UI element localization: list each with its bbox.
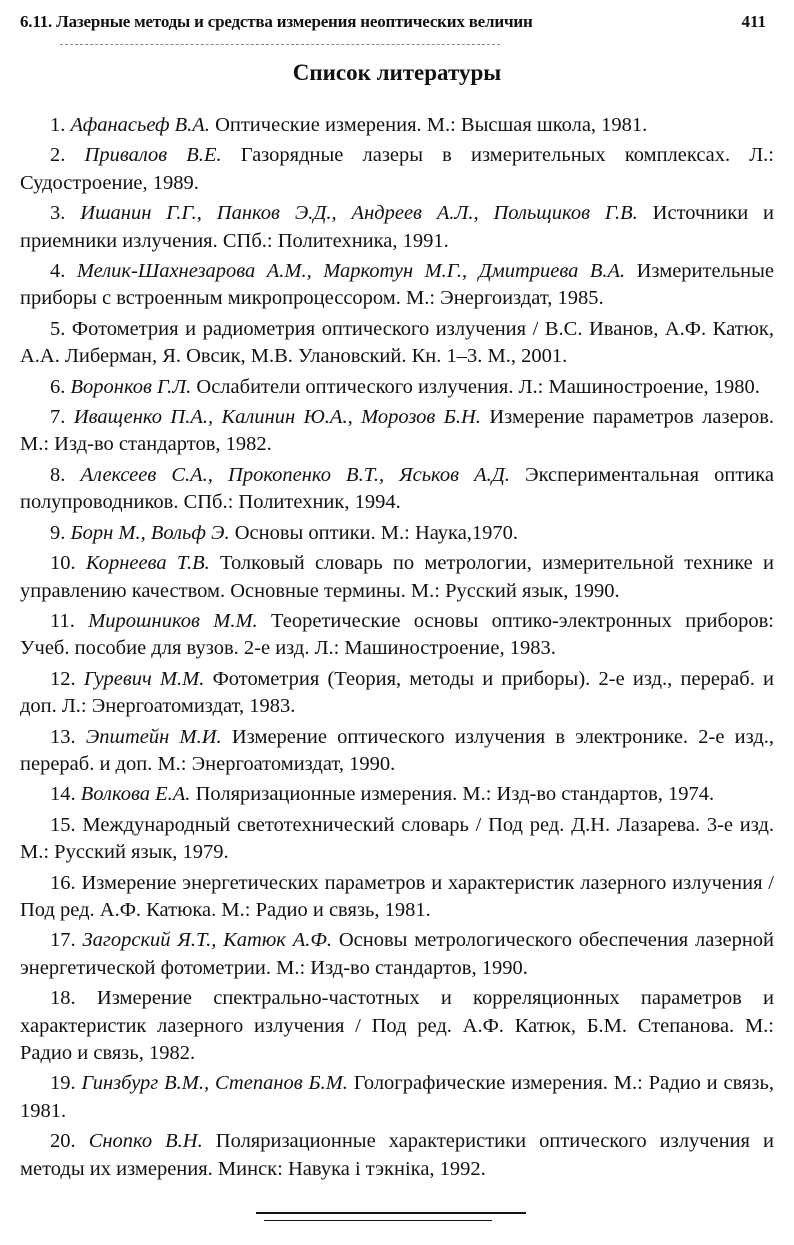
reference-item — [20, 724, 774, 779]
reference-number: 11. — [50, 609, 75, 632]
reference-item — [20, 142, 774, 197]
header-rule — [60, 44, 500, 45]
reference-number: 8. — [50, 463, 66, 486]
reference-item — [20, 870, 774, 925]
reference-number: 5. — [50, 317, 66, 340]
reference-text: Измерение оптического излучения в электронике. 2-е изд., перераб. и доп. М.: Энергоатомиздат, 1990. — [20, 725, 775, 775]
footer-rule-bottom — [264, 1220, 492, 1221]
reference-number: 15. — [50, 813, 76, 836]
reference-number: 17. — [50, 929, 76, 952]
section-heading: Список литературы — [292, 60, 502, 85]
reference-text: Измерение параметров лазеров. М.: Изд-во стандартов, 1982. — [20, 406, 775, 456]
reference-text: Газорядные лазеры в измерительных комплексах. Л.: Судостроение, 1989. — [20, 144, 774, 194]
reference-item — [20, 608, 774, 663]
reference-authors: Мелик-Шахнезарова А.М., Маркотун М.Г., Дмитриева В.А. — [76, 260, 626, 283]
reference-text: Поляризационные характеристики оптического излучения и методы их измерения. Минск: Навука і тэкніка, 1992. — [20, 1130, 775, 1180]
reference-authors: Мирошников М.М. — [88, 609, 258, 632]
reference-number: 20. — [50, 1130, 76, 1153]
reference-number: 19. — [50, 1072, 76, 1095]
reference-text: Экспериментальная оптика полупроводников. СПб.: Политехник, 1994. — [20, 463, 775, 514]
reference-item — [20, 985, 774, 1067]
footer-rule-top — [256, 1212, 526, 1214]
reference-text: Фотометрия (Теория, методы и приборы). 2-е изд., перераб. и доп. Л.: Энергоатомиздат, 1983. — [20, 667, 775, 718]
reference-number: 9. — [50, 521, 66, 544]
reference-item — [20, 316, 774, 371]
reference-authors: Воронков Г.Л. — [70, 375, 192, 398]
reference-item — [20, 258, 774, 313]
reference-text: Источники и приемники излучения. СПб.: Политехника, 1991. — [20, 202, 775, 252]
reference-authors: Афанасьеф В.А. — [70, 114, 210, 136]
reference-number: 2. — [50, 144, 66, 167]
reference-number: 18. — [50, 987, 76, 1010]
reference-number: 16. — [50, 871, 76, 894]
reference-item — [20, 462, 774, 517]
reference-text: Измерение спектрально-частотных и корреляционных параметров и характеристик лазерного излучения / Под ред. А.Ф. Катюк, Б.М. Степанова. М.: Радио и связь, 1982. — [20, 987, 775, 1064]
reference-item — [20, 200, 774, 255]
reference-item — [20, 1128, 774, 1183]
reference-text: Теоретические основы оптико-электронных приборов: Учеб. пособие для вузов. 2-е изд. Л.: Машиностроение, 1983. — [20, 609, 774, 660]
reference-number: 6. — [50, 375, 66, 398]
reference-number: 12. — [50, 667, 76, 690]
reference-authors: Алексеев С.А., Прокопенко В.Т., Яськов А.Д. — [80, 463, 510, 486]
reference-authors: Гуревич М.М. — [83, 667, 205, 690]
reference-authors: Снопко В.Н. — [88, 1130, 203, 1153]
reference-authors: Привалов В.Е. — [84, 144, 222, 167]
reference-authors: Ишанин Г.Г., Панков Э.Д., Андреев А.Л., Польщиков Г.В. — [80, 202, 638, 225]
reference-number: 13. — [50, 725, 76, 748]
reference-authors: Гинзбург В.М., Степанов Б.М. — [81, 1072, 348, 1095]
reference-authors: Борн М., Вольф Э. — [70, 521, 230, 544]
reference-number: 14. — [50, 783, 76, 806]
reference-item — [20, 374, 774, 401]
reference-text: Основы метрологического обеспечения лазерной энергетической фотометрии. М.: Изд-во стандартов, 1990. — [20, 929, 775, 979]
reference-number: 4. — [50, 260, 66, 283]
reference-item — [20, 812, 774, 867]
reference-text: Голографические измерения. М.: Радио и связь, 1981. — [20, 1072, 775, 1122]
reference-number: 7. — [50, 406, 66, 429]
running-header-title: 6.11. Лазерные методы и средства измерения неоптических величин — [20, 12, 533, 31]
reference-item — [20, 404, 774, 459]
reference-text: Фотометрия и радиометрия оптического излучения / В.С. Иванов, А.Ф. Катюк, А.А. Либерман, Я. Овсик, М.В. Улановский. Кн. 1–3. М., 2001. — [20, 317, 775, 368]
reference-text: Основы оптики. М.: Наука,1970. — [234, 521, 519, 544]
running-header — [20, 10, 774, 34]
reference-item — [20, 1070, 774, 1125]
reference-text: Измерение энергетических параметров и характеристик лазерного излучения / Под ред. А.Ф. Катюка. М.: Радио и связь, 1981. — [20, 871, 774, 921]
reference-authors: Эпштейн М.И. — [85, 725, 222, 748]
reference-item — [20, 927, 774, 982]
reference-number: 3. — [50, 202, 66, 225]
reference-item — [20, 550, 774, 605]
reference-text: Оптические измерения. М.: Высшая школа, 1981. — [215, 114, 648, 136]
reference-text: Толковый словарь по метрологии, измерительной технике и управлению качеством. Основные термины. М.: Русский язык, 1990. — [20, 552, 774, 602]
reference-authors: Корнеева Т.В. — [85, 552, 210, 575]
reference-list — [20, 112, 774, 1186]
reference-item — [20, 666, 774, 721]
reference-item — [20, 112, 774, 139]
reference-item — [20, 520, 774, 547]
reference-text: Поляризационные измерения. М.: Изд-во стандартов, 1974. — [195, 783, 715, 806]
reference-text: Измерительные приборы с встроенным микропроцессором. М.: Энергоиздат, 1985. — [20, 260, 775, 310]
reference-item — [20, 781, 774, 808]
reference-authors: Волкова Е.А. — [80, 783, 191, 806]
reference-number: 1. — [50, 114, 66, 136]
page-number: 411 — [741, 12, 766, 31]
reference-authors: Иващенко П.А., Калинин Ю.А., Морозов Б.Н. — [73, 406, 481, 429]
reference-text: Ослабители оптического излучения. Л.: Машиностроение, 1980. — [196, 375, 760, 398]
reference-authors: Загорский Я.Т., Катюк А.Ф. — [82, 929, 332, 952]
reference-number: 10. — [50, 552, 76, 575]
reference-text: Международный светотехнический словарь / Под ред. Д.Н. Лазарева. 3-е изд. М.: Русский язык, 1979. — [20, 813, 775, 864]
